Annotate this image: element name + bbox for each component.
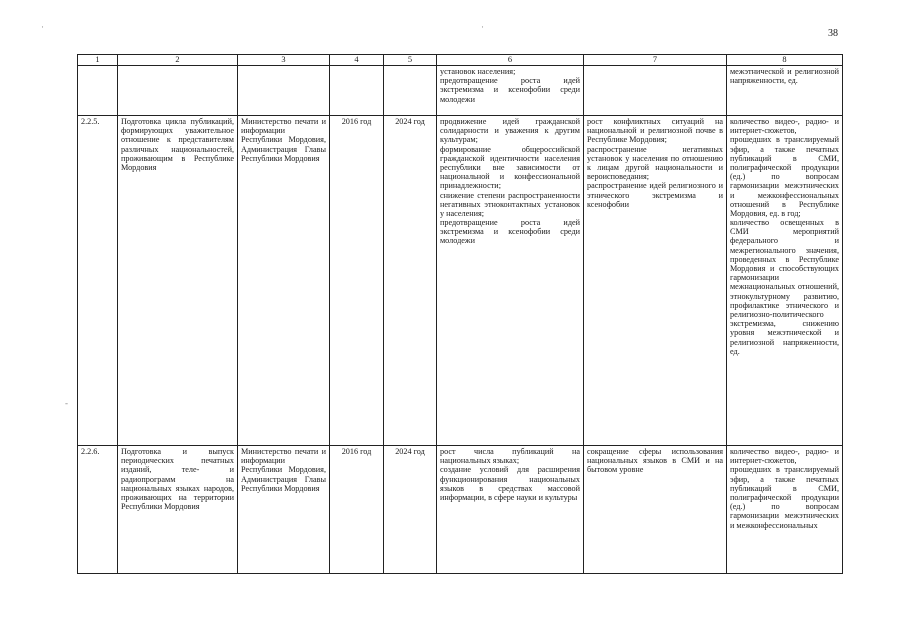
empty-cell [78, 66, 118, 116]
indicator-item: количество освещенных в СМИ мероприятий федерального и межрегионального значения, проведенных в Республике Мордовия и способствующих гармонизации межнациональных отношений, этнокультурному развитию, профилактике этнического и религиозно-политического экстремизма, снижению уровня межэтнической и религиозной напряженности, ед. [730, 218, 839, 356]
executor: Министерство печати и информации Республики Мордовия, Администрация Главы Республики Мордовия [238, 446, 330, 574]
indicator-cell: межэтнической и религиозной напряженности, ед. [727, 66, 843, 116]
result-item: создание условий для расширения функционирования национальных языков в средствах массовой информации, в сфере науки и культуры [440, 465, 580, 502]
program-table [77, 54, 843, 574]
executor: Министерство печати и информации Республики Мордовия, Администрация Главы Республики Мордовия [238, 116, 330, 446]
measure-title: Подготовка и выпуск периодических печатных изданий, теле- и радиопрограмм на национальных языках народов, проживающих на территории Республики Мордовия [118, 446, 238, 574]
continuation-row [78, 66, 843, 116]
header-row [78, 55, 843, 66]
expected-results-cell [437, 66, 584, 116]
result-item: формирование общероссийской гражданской идентичности населения республики вне зависимости от национальной и конфессиональной принадлежности; [440, 144, 580, 191]
expected-results-cell [437, 116, 584, 446]
column-number-header: 6 [437, 55, 584, 66]
consequences-cell [584, 116, 727, 446]
start-year: 2016 год [330, 446, 384, 574]
empty-cell [330, 66, 384, 116]
empty-cell [384, 66, 437, 116]
row-number: 2.2.5. [78, 116, 118, 446]
column-number-header: 5 [384, 55, 437, 66]
consequences-cell [584, 446, 727, 574]
result-item: предотвращение роста идей экстремизма и ксенофобии среди молодежи [440, 76, 580, 104]
empty-cell [584, 66, 727, 116]
consequence-item: рост конфликтных ситуаций на национальной и религиозной почве в Республике Мордовия; [587, 117, 723, 145]
empty-cell [238, 66, 330, 116]
row-number: 2.2.6. [78, 446, 118, 574]
end-year: 2024 год [384, 446, 437, 574]
consequence-item: сокращение сферы использования национальных языков в СМИ и на бытовом уровне [587, 447, 723, 475]
scan-tick-mark: · [481, 22, 484, 32]
column-number-header: 8 [727, 55, 843, 66]
scan-tick-mark: · [41, 22, 44, 32]
column-number-header: 3 [238, 55, 330, 66]
column-number-header: 7 [584, 55, 727, 66]
column-number-header: 1 [78, 55, 118, 66]
indicator-cell [727, 446, 843, 574]
scan-tick-mark: - [65, 398, 68, 408]
table-row [78, 116, 843, 446]
measure-title: Подготовка цикла публикаций, формирующих уважительное отношение к представителям различных национальностей, проживающим в Республике Мордовия [118, 116, 238, 446]
result-item: установок населения; [440, 67, 516, 76]
column-number-header: 4 [330, 55, 384, 66]
result-item: предотвращение роста идей экстремизма и ксенофобии среди молодежи [440, 218, 580, 246]
consequence-item: распространение негативных установок у населения по отношению к лицам другой национальности и вероисповедания; [587, 144, 723, 182]
start-year: 2016 год [330, 116, 384, 446]
empty-cell [118, 66, 238, 116]
column-number-header: 2 [118, 55, 238, 66]
end-year: 2024 год [384, 116, 437, 446]
table-row [78, 446, 843, 574]
indicator-item: количество видео-, радио- и интернет-сюжетов, прошедших в транслируемый эфир, а также печатных публикаций в СМИ, полиграфической продукции (ед.) по вопросам гармонизации межэтнических и межконфессиональных [730, 447, 839, 530]
consequence-item: распространение идей религиозного и этнического экстремизма и ксенофобии [587, 181, 723, 209]
result-item: снижение степени распространенности негативных этноконтактных установок у населения; [440, 190, 580, 218]
indicator-cell [727, 116, 843, 446]
indicator-item: количество видео-, радио- и интернет-сюжетов, прошедших в транслируемый эфир, а также печатных публикаций в СМИ, полиграфической продукции (ед.) по вопросам гармонизации межэтнических и межконфессиональных отношений в Республике Мордовия, ед. в год; [730, 117, 839, 218]
page-number: 38 [828, 28, 838, 39]
result-item: рост числа публикаций на национальных языках; [440, 447, 580, 466]
expected-results-cell [437, 446, 584, 574]
result-item: продвижение идей гражданской солидарности и уважения к другим культурам; [440, 117, 580, 145]
